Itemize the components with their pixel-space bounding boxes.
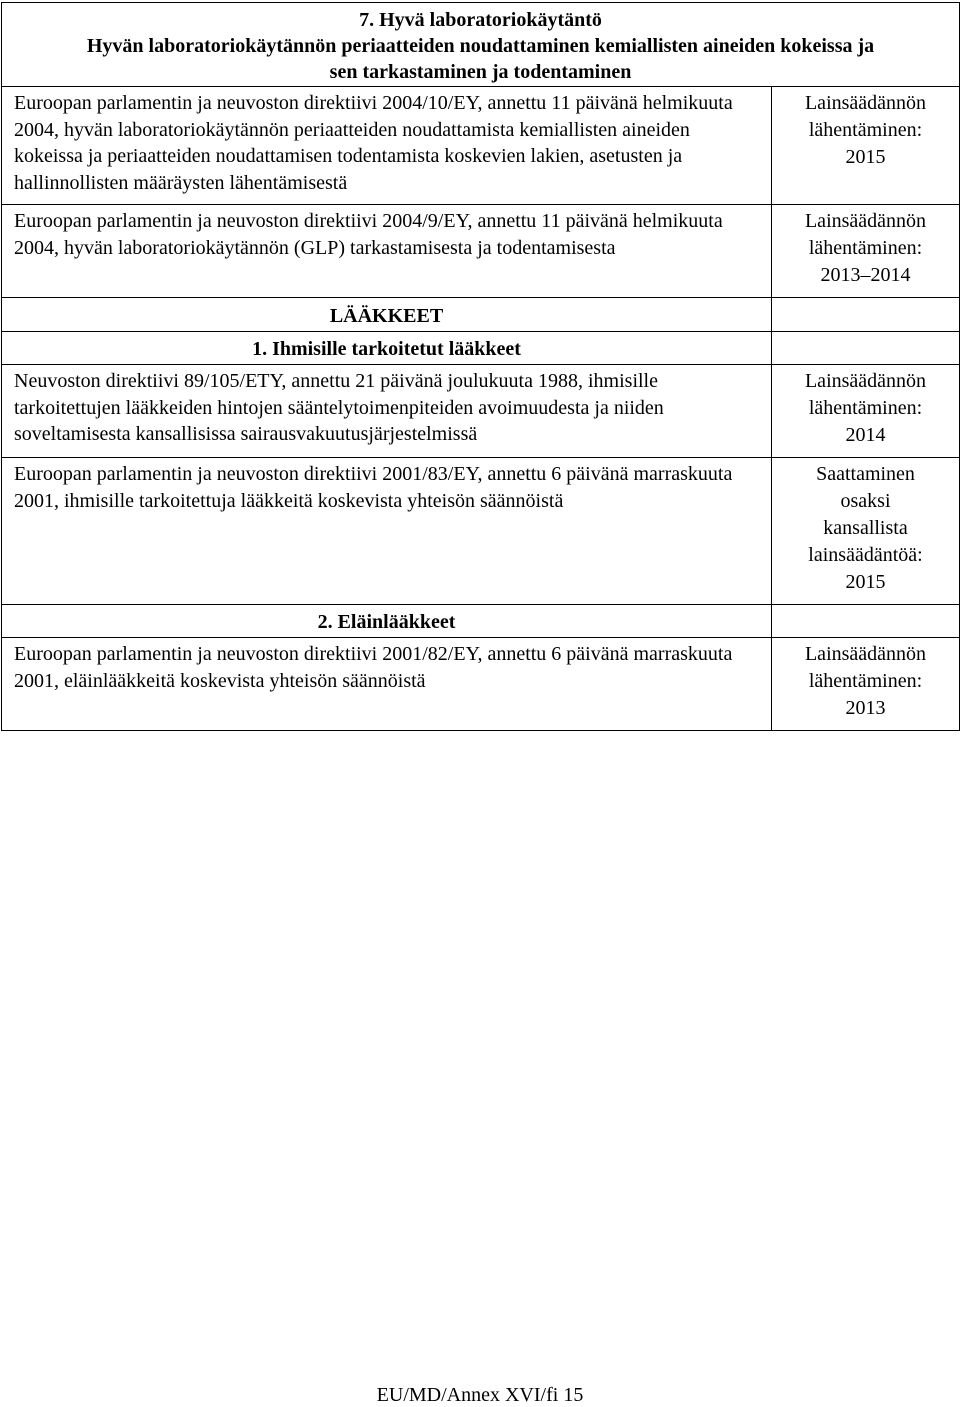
table-row: [2, 365, 960, 458]
deadline-line: Lainsäädännön: [804, 370, 927, 392]
table-row: [2, 458, 960, 605]
deadline-line: osaksi: [840, 490, 891, 512]
deadline-line: Lainsäädännön: [804, 92, 927, 114]
deadline-cell: [772, 638, 960, 731]
deadline-line: lähentäminen:: [808, 670, 923, 692]
deadline-cell: [772, 87, 960, 205]
directive-text: Euroopan parlamentin ja neuvoston direktiivi 2004/9/EY, annettu 11 päivänä helmikuuta 2004, hyvän laboratoriokäytännön (GLP) tarkastamisesta ja todentamisesta: [2, 205, 772, 298]
deadline-cell: [772, 205, 960, 298]
directive-table: [1, 2, 960, 731]
directive-text: Euroopan parlamentin ja neuvoston direktiivi 2004/10/EY, annettu 11 päivänä helmikuuta 2004, hyvän laboratoriokäytännön periaatteiden noudattamista kemiallisten aineiden kokeissa ja periaatteiden noudattamisen todentamista koskevien lakien, asetusten ja hallinnollisten määräysten lähentämisestä: [2, 87, 772, 205]
directive-text: Euroopan parlamentin ja neuvoston direktiivi 2001/83/EY, annettu 6 päivänä marraskuuta 2001, ihmisille tarkoitettuja lääkkeitä koskevista yhteisön säännöistä: [2, 458, 772, 605]
table-row: [2, 638, 960, 731]
deadline-line: Lainsäädännön: [804, 210, 927, 232]
section-subtitle-line-1: Hyvän laboratoriokäytännön periaatteiden noudattaminen kemiallisten aineiden kokeissa ja: [86, 35, 875, 57]
section-title: 7. Hyvä laboratoriokäytäntö: [359, 9, 602, 31]
deadline-line: 2013: [845, 697, 886, 719]
deadline-line: 2013–2014: [820, 264, 911, 286]
subcategory-row: [2, 332, 960, 365]
deadline-line: 2015: [845, 146, 886, 168]
deadline-line: lähentäminen:: [808, 119, 923, 141]
empty-cell: [772, 605, 960, 638]
page-footer: EU/MD/Annex XVI/fi 15: [376, 1384, 584, 1406]
deadline-cell: [772, 365, 960, 458]
table-row: [2, 205, 960, 298]
deadline-cell: [772, 458, 960, 605]
deadline-line: kansallista: [823, 517, 908, 539]
empty-cell: [772, 332, 960, 365]
category-row: [2, 298, 960, 332]
directive-text: Euroopan parlamentin ja neuvoston direktiivi 2001/82/EY, annettu 6 päivänä marraskuuta 2001, eläinlääkkeitä koskevista yhteisön säännöistä: [2, 638, 772, 731]
subcategory-heading: 1. Ihmisille tarkoitetut lääkkeet: [2, 332, 772, 365]
subcategory-row: [2, 605, 960, 638]
header-row: [2, 3, 960, 87]
deadline-line: 2015: [845, 571, 886, 593]
directive-text: Neuvoston direktiivi 89/105/ETY, annettu 21 päivänä joulukuuta 1988, ihmisille tarkoitettujen lääkkeiden hintojen sääntelytoimenpiteiden avoimuudesta ja niiden soveltamisesta kansallisissa sairausvakuutusjärjestelmissä: [2, 365, 772, 458]
section-subtitle-line-2: sen tarkastaminen ja todentaminen: [329, 61, 632, 83]
deadline-line: Lainsäädännön: [804, 643, 927, 665]
deadline-line: 2014: [845, 424, 886, 446]
deadline-line: lainsäädäntöä:: [808, 544, 923, 566]
empty-cell: [772, 298, 960, 332]
category-heading: LÄÄKKEET: [2, 298, 772, 332]
table-row: [2, 87, 960, 205]
subcategory-heading: 2. Eläinlääkkeet: [2, 605, 772, 638]
deadline-line: lähentäminen:: [808, 397, 923, 419]
section-header: [2, 3, 960, 87]
deadline-line: Saattaminen: [816, 463, 915, 485]
deadline-line: lähentäminen:: [808, 237, 923, 259]
